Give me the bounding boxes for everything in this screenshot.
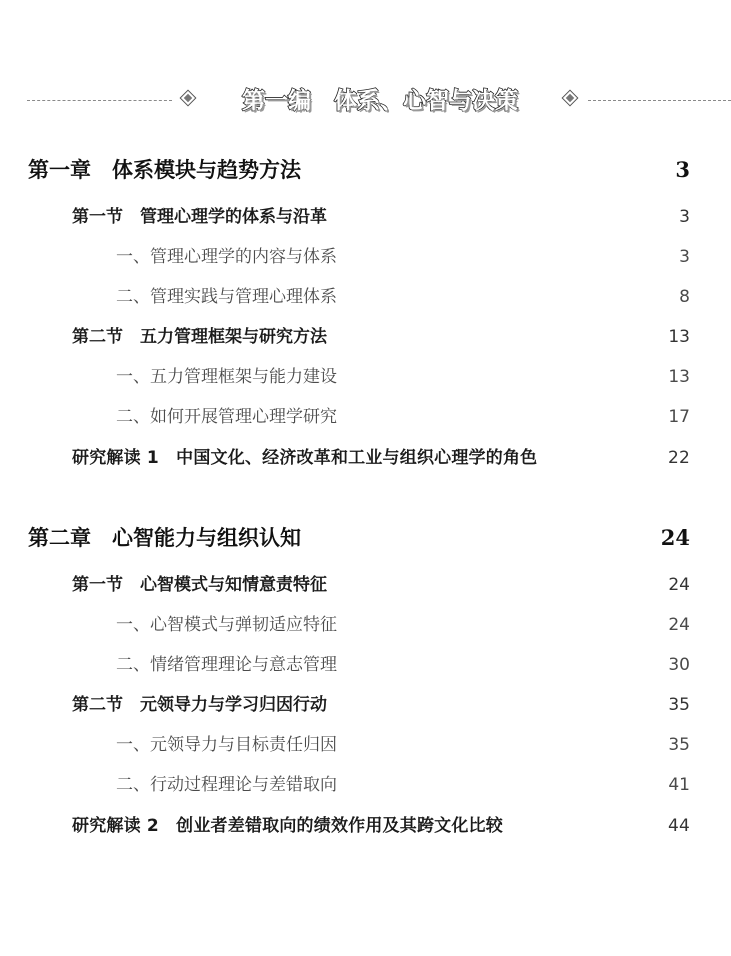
part-header: [0, 84, 731, 118]
toc-research-reading[interactable]: [72, 811, 690, 841]
section-title: 第一节 管理心理学的体系与沿革: [72, 207, 327, 227]
diamond-ornament-icon: [562, 90, 579, 107]
page-number: 30: [668, 655, 690, 675]
toc-subsection[interactable]: [116, 650, 690, 680]
toc-subsection[interactable]: [116, 402, 690, 432]
divider-right: [588, 100, 731, 101]
page-number: 13: [668, 367, 690, 387]
subsection-title: 一、五力管理框架与能力建设: [116, 367, 337, 387]
toc-chapter[interactable]: [28, 523, 690, 553]
subsection-title: 二、情绪管理理论与意志管理: [116, 655, 337, 675]
toc-section[interactable]: [72, 322, 690, 352]
section-title: 第一节 心智模式与知情意责特征: [72, 575, 327, 595]
subsection-title: 一、心智模式与弹韧适应特征: [116, 615, 337, 635]
page-number: 24: [668, 575, 690, 595]
subsection-title: 二、管理实践与管理心理体系: [116, 287, 337, 307]
page-number: 44: [667, 816, 690, 836]
page-number: 3: [679, 247, 690, 267]
chapter-page-number: 24: [660, 525, 690, 550]
page-number: 17: [668, 407, 690, 427]
diamond-ornament-icon: [180, 90, 197, 107]
chapter-title: 第二章 心智能力与组织认知: [28, 525, 301, 550]
subsection-title: 二、行动过程理论与差错取向: [116, 775, 337, 795]
toc-section[interactable]: [72, 202, 690, 232]
toc-subsection[interactable]: [116, 610, 690, 640]
divider-left: [27, 100, 172, 101]
toc-section[interactable]: [72, 570, 690, 600]
page-number: 24: [668, 615, 690, 635]
page-number: 35: [668, 735, 690, 755]
chapter-title: 第一章 体系模块与趋势方法: [28, 157, 301, 182]
page-number: 35: [668, 695, 690, 715]
subsection-title: 一、管理心理学的内容与体系: [116, 247, 337, 267]
subsection-title: 一、元领导力与目标责任归因: [116, 735, 337, 755]
page-number: 41: [668, 775, 690, 795]
toc-subsection[interactable]: [116, 730, 690, 760]
subsection-title: 二、如何开展管理心理学研究: [116, 407, 337, 427]
toc-chapter[interactable]: [28, 155, 690, 185]
page-number: 13: [668, 327, 690, 347]
section-title: 第二节 元领导力与学习归因行动: [72, 695, 327, 715]
research-title: 研究解读 2 创业者差错取向的绩效作用及其跨文化比较: [72, 816, 503, 836]
page-number: 22: [667, 448, 690, 468]
toc-subsection[interactable]: [116, 770, 690, 800]
section-title: 第二节 五力管理框架与研究方法: [72, 327, 327, 347]
page-number: 8: [679, 287, 690, 307]
toc-section[interactable]: [72, 690, 690, 720]
toc-subsection[interactable]: [116, 282, 690, 312]
chapter-page-number: 3: [675, 157, 690, 182]
toc-research-reading[interactable]: [72, 443, 690, 473]
toc-subsection[interactable]: [116, 242, 690, 272]
part-title: 第一编 体系、心智与决策: [242, 88, 518, 114]
research-title: 研究解读 1 中国文化、经济改革和工业与组织心理学的角色: [72, 448, 538, 468]
page-number: 3: [679, 207, 690, 227]
toc-subsection[interactable]: [116, 362, 690, 392]
